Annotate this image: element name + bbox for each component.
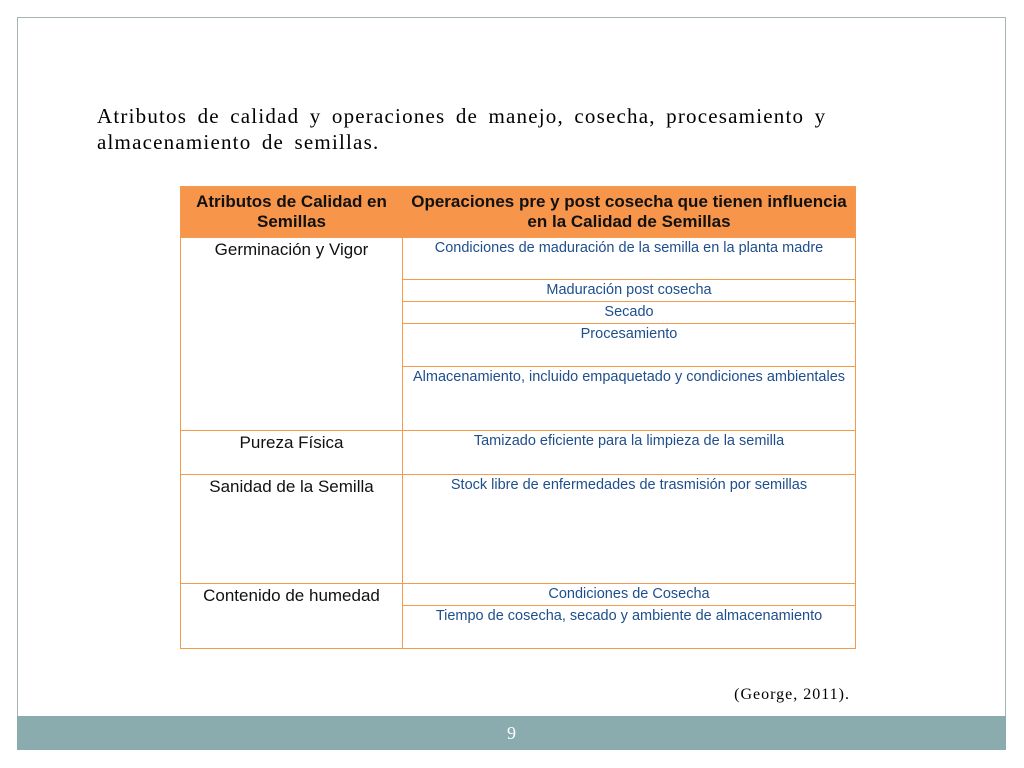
page-number: 9: [507, 723, 516, 743]
slide-title: Atributos de calidad y operaciones de manejo, cosecha, procesamiento y almacenamiento de semillas.: [97, 104, 827, 154]
operation-cell: Almacenamiento, incluido empaquetado y condiciones ambientales: [403, 367, 856, 431]
operation-cell: Secado: [403, 302, 856, 324]
table-row: [181, 475, 856, 584]
attribute-physical-purity: Pureza Física: [181, 431, 403, 475]
attribute-seed-health: Sanidad de la Semilla: [181, 475, 403, 584]
operation-cell: Condiciones de maduración de la semilla en la planta madre: [403, 238, 856, 280]
operation-cell: Condiciones de Cosecha: [403, 584, 856, 606]
footer-bar: [17, 716, 1006, 750]
operation-cell: Stock libre de enfermedades de trasmisión por semillas: [403, 475, 856, 584]
operation-cell: Maduración post cosecha: [403, 280, 856, 302]
operation-cell: Procesamiento: [403, 324, 856, 367]
operation-cell: Tiempo de cosecha, secado y ambiente de almacenamiento: [403, 606, 856, 649]
quality-attributes-table: [180, 186, 856, 649]
table-row: [181, 238, 856, 280]
header-attributes: Atributos de Calidad en Semillas: [181, 187, 403, 238]
citation-reference: (George, 2011).: [734, 686, 850, 703]
attribute-germination-vigor: Germinación y Vigor: [181, 238, 403, 431]
header-operations: Operaciones pre y post cosecha que tienen influencia en la Calidad de Semillas: [403, 187, 856, 238]
operation-cell: Tamizado eficiente para la limpieza de la semilla: [403, 431, 856, 475]
table-row: [181, 431, 856, 475]
attribute-moisture-content: Contenido de humedad: [181, 584, 403, 649]
table-header-row: [181, 187, 856, 238]
table-row: [181, 584, 856, 606]
